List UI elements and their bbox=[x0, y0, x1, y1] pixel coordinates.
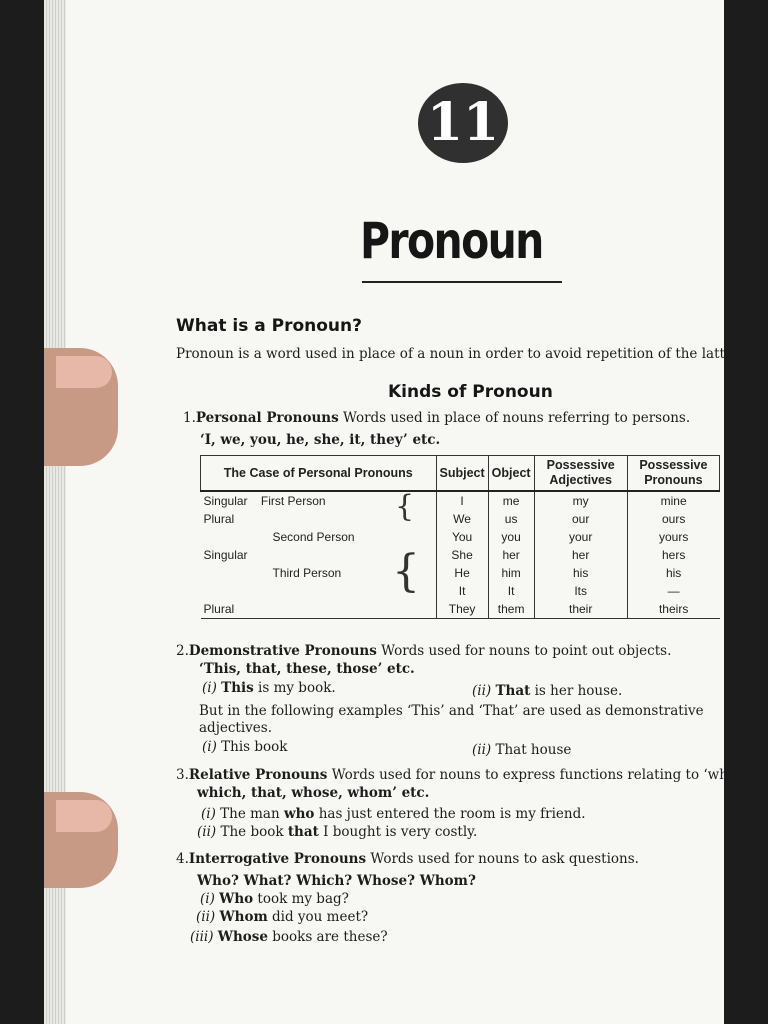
subject-cell: He bbox=[436, 564, 488, 582]
possessive-pronoun-cell: — bbox=[627, 582, 719, 600]
case-cell: Singular First Person bbox=[203, 494, 326, 508]
thumb-top bbox=[44, 348, 118, 466]
example-line: (i) This is my book. bbox=[202, 680, 336, 696]
brace-first-person: { bbox=[395, 489, 415, 524]
object-cell: us bbox=[488, 510, 534, 528]
object-cell: It bbox=[488, 582, 534, 600]
term-description: Words used for nouns to express functions relating to ‘who, bbox=[327, 767, 741, 783]
header-possessive-adjectives: Possessive Adjectives bbox=[534, 456, 627, 492]
note-line: But in the following examples ‘This’ and ‘That’ are used as demonstrative bbox=[199, 703, 704, 719]
possessive-pronoun-cell: hers bbox=[627, 546, 719, 564]
object-cell: her bbox=[488, 546, 534, 564]
title-underline bbox=[362, 281, 562, 283]
subject-cell: She bbox=[436, 546, 488, 564]
possessive-adjective-cell: our bbox=[534, 510, 627, 528]
term-description: Words used for nouns to point out objects. bbox=[376, 643, 672, 659]
header-case: The Case of Personal Pronouns bbox=[201, 456, 437, 492]
possessive-pronoun-cell: yours bbox=[627, 528, 719, 546]
table-row bbox=[201, 546, 720, 564]
header-subject: Subject bbox=[436, 456, 488, 492]
case-cell: Second Person bbox=[272, 530, 355, 544]
case-cell: Plural bbox=[201, 600, 437, 619]
object-cell: him bbox=[488, 564, 534, 582]
interrogative-line bbox=[176, 851, 639, 867]
table-row bbox=[201, 564, 720, 582]
example-line: (i) Who took my bag? bbox=[200, 891, 349, 907]
possessive-adjective-cell: my bbox=[534, 491, 627, 510]
example-line: (i) This book bbox=[202, 739, 288, 755]
term: Demonstrative Pronouns bbox=[188, 643, 377, 659]
table-row bbox=[201, 510, 720, 528]
subject-cell: We bbox=[436, 510, 488, 528]
relative-line bbox=[176, 767, 740, 783]
item-number: 3. bbox=[176, 767, 189, 783]
table-row bbox=[201, 528, 720, 546]
example-line: (ii) Whom did you meet? bbox=[196, 909, 369, 925]
personal-list: ‘I, we, you, he, she, it, they’ etc. bbox=[200, 432, 441, 448]
object-cell: them bbox=[488, 600, 534, 619]
chapter-number-badge: 11 bbox=[418, 83, 508, 163]
interrogative-list: Who? What? Which? Whose? Whom? bbox=[197, 873, 476, 889]
possessive-adjective-cell: his bbox=[534, 564, 627, 582]
possessive-adjective-cell: their bbox=[534, 600, 627, 619]
possessive-pronoun-cell: theirs bbox=[627, 600, 719, 619]
possessive-adjective-cell: your bbox=[534, 528, 627, 546]
object-cell: you bbox=[488, 528, 534, 546]
possessive-pronoun-cell: mine bbox=[627, 491, 719, 510]
table-row bbox=[201, 582, 720, 600]
example-line: (ii) That house bbox=[472, 742, 572, 758]
case-cell: Plural bbox=[203, 512, 235, 526]
example-line: (iii) Whose books are these? bbox=[190, 929, 388, 945]
possessive-pronoun-cell: his bbox=[627, 564, 719, 582]
item-number: 2. bbox=[176, 643, 189, 659]
personal-line bbox=[183, 410, 690, 426]
possessive-adjective-cell: her bbox=[534, 546, 627, 564]
term: Personal Pronouns bbox=[195, 410, 339, 426]
term-description: Words used in place of nouns referring to persons. bbox=[338, 410, 691, 426]
page-title: Pronoun bbox=[360, 212, 543, 270]
thumb-bottom bbox=[44, 792, 118, 888]
case-cell: Singular bbox=[203, 548, 248, 562]
subject-cell: It bbox=[436, 582, 488, 600]
brace-third-person: { bbox=[392, 546, 420, 597]
term: Interrogative Pronouns bbox=[188, 851, 367, 867]
header-possessive-pronouns: Possessive Pronouns bbox=[627, 456, 719, 492]
example-line: (i) The man who has just entered the room is my friend. bbox=[201, 806, 586, 822]
relative-list: which, that, whose, whom’ etc. bbox=[197, 785, 430, 801]
table-row bbox=[201, 600, 720, 619]
table-row bbox=[201, 491, 720, 510]
subject-cell: You bbox=[436, 528, 488, 546]
item-number: 1. bbox=[183, 410, 196, 426]
header-object: Object bbox=[488, 456, 534, 492]
demonstrative-list: ‘This, that, these, those’ etc. bbox=[199, 661, 415, 677]
personal-pronoun-table bbox=[200, 455, 720, 619]
term: Relative Pronouns bbox=[188, 767, 328, 783]
item-number: 4. bbox=[176, 851, 189, 867]
possessive-pronoun-cell: ours bbox=[627, 510, 719, 528]
object-cell: me bbox=[488, 491, 534, 510]
subject-cell: I bbox=[436, 491, 488, 510]
table-header-row bbox=[201, 456, 720, 492]
example-line: (ii) That is her house. bbox=[472, 683, 623, 699]
example-line: (ii) The book that I bought is very costly. bbox=[197, 824, 478, 840]
note-line: adjectives. bbox=[199, 720, 273, 736]
case-cell: Third Person bbox=[272, 566, 342, 580]
demonstrative-line bbox=[176, 643, 671, 659]
possessive-adjective-cell: Its bbox=[534, 582, 627, 600]
definition-text: Pronoun is a word used in place of a noun in order to avoid repetition of the latter. bbox=[176, 346, 743, 362]
section-heading-kinds: Kinds of Pronoun bbox=[388, 382, 553, 402]
section-heading-what: What is a Pronoun? bbox=[176, 316, 362, 336]
term-description: Words used for nouns to ask questions. bbox=[366, 851, 639, 867]
subject-cell: They bbox=[436, 600, 488, 619]
